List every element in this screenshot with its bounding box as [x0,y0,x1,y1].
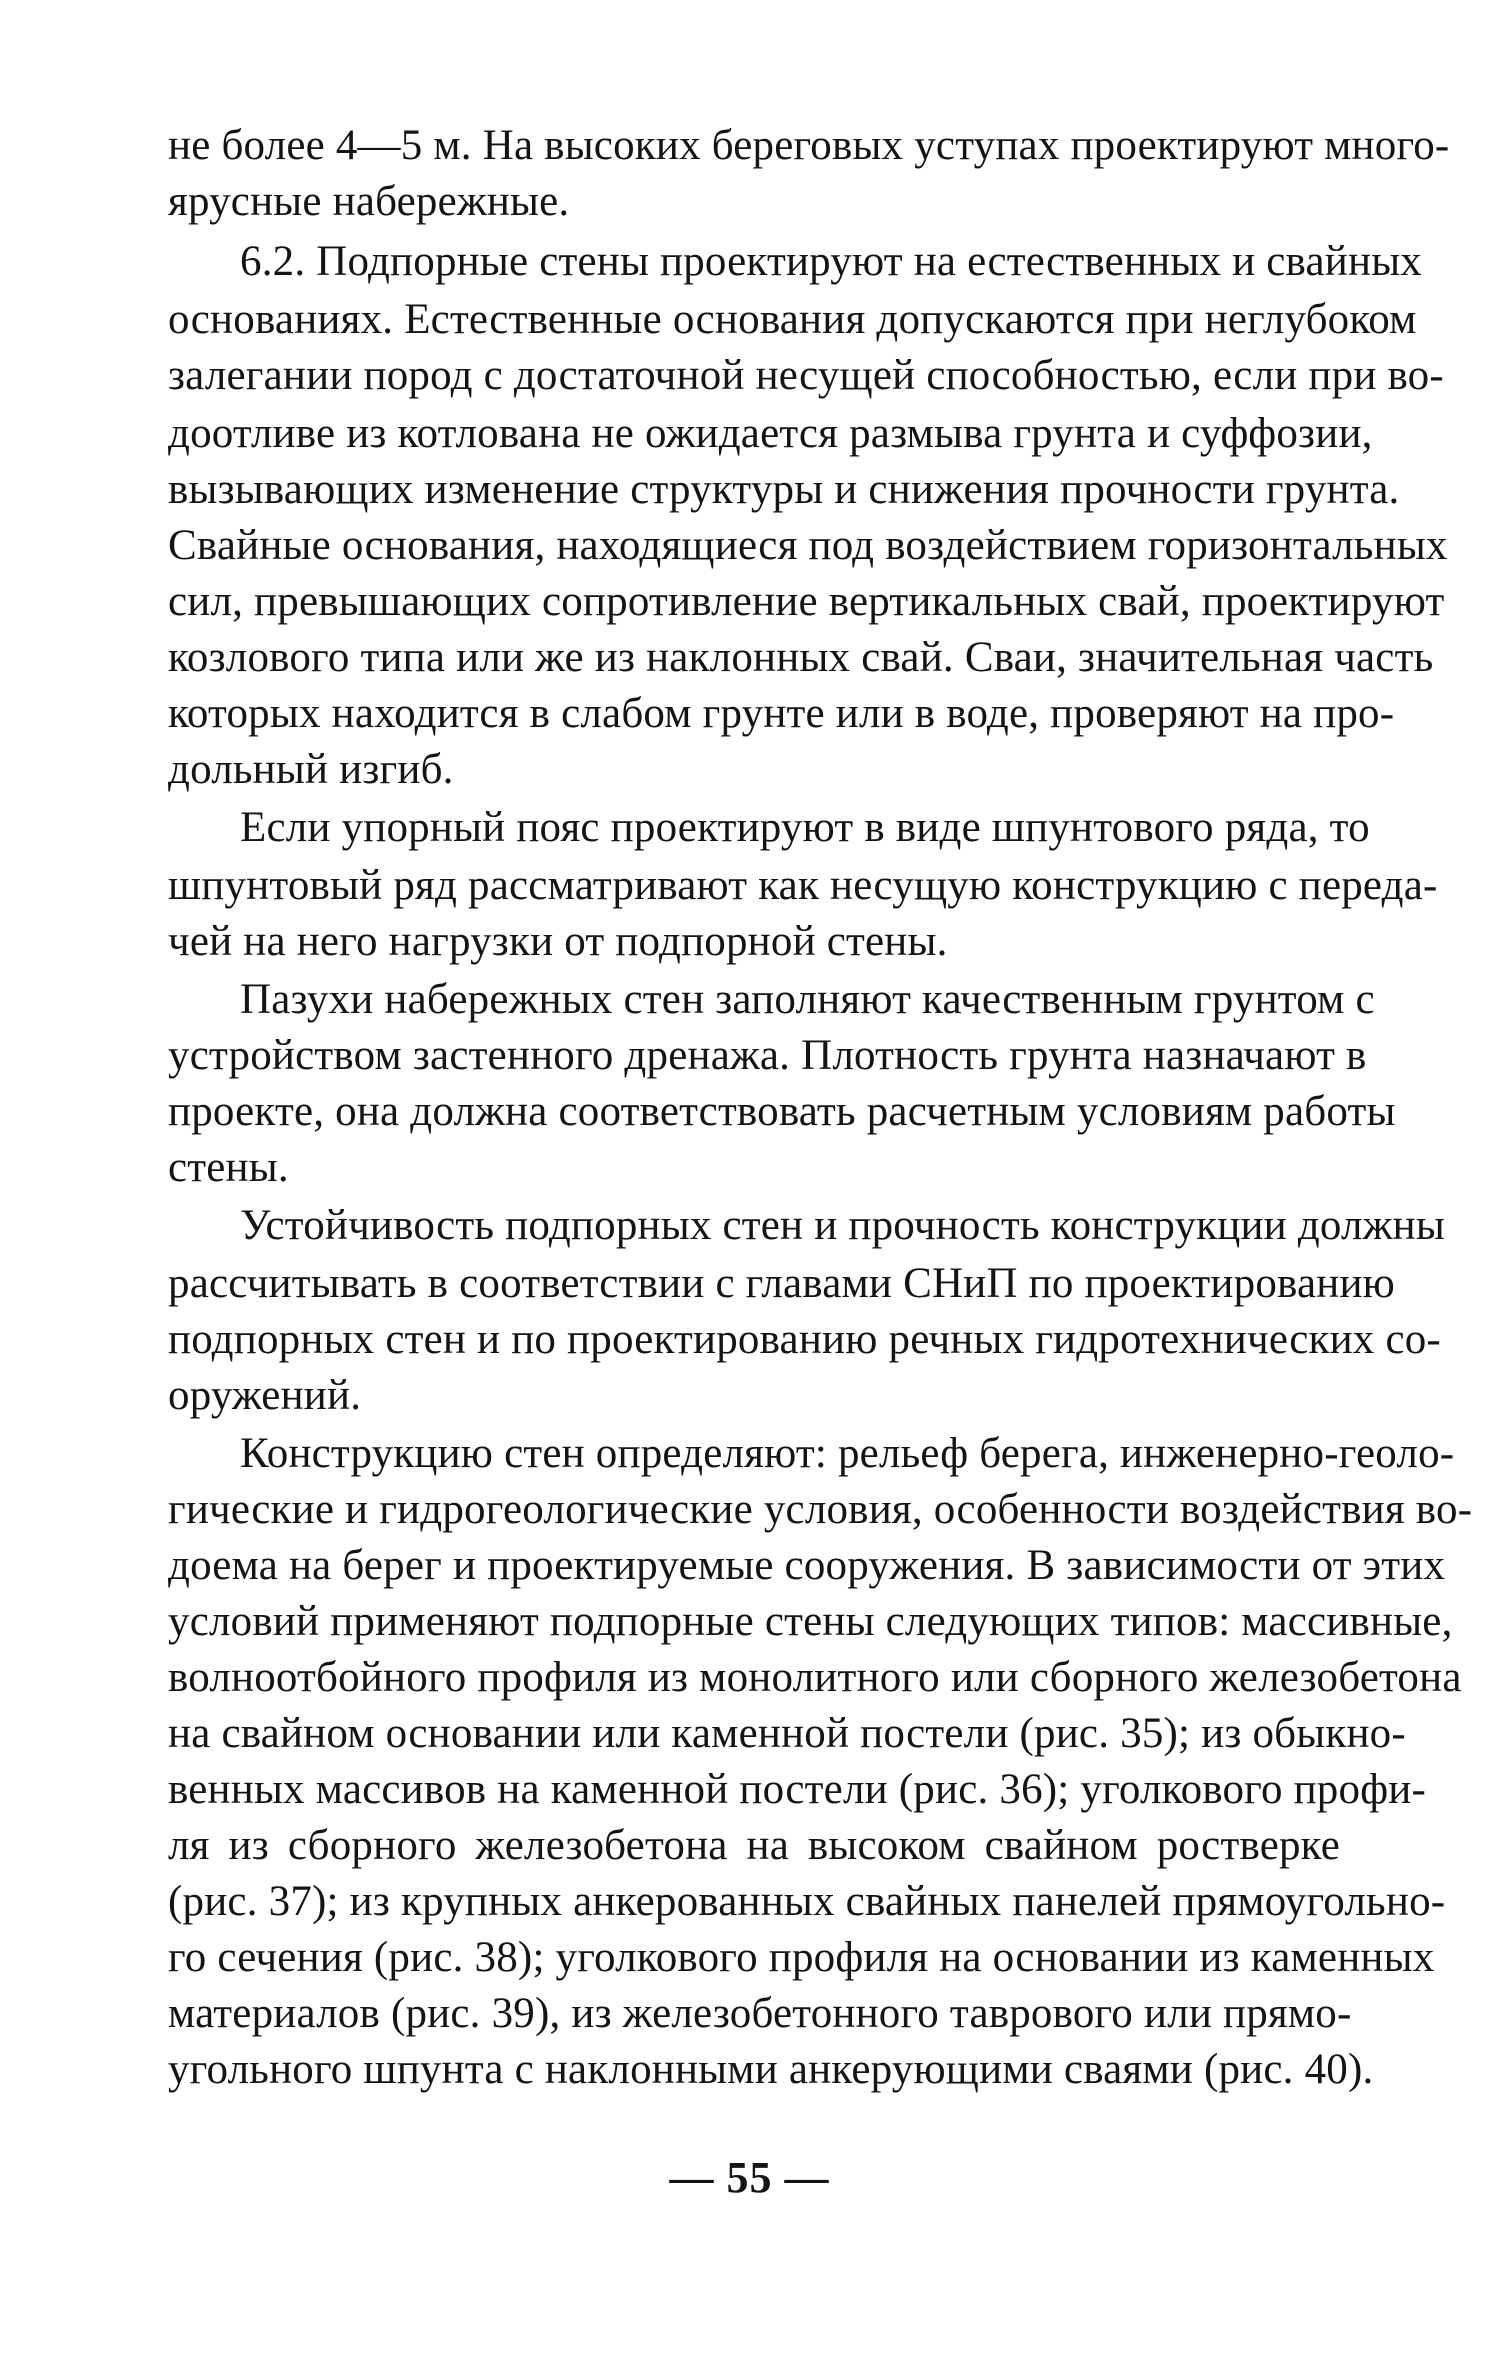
section-6-2-line-2: основаниях. Естественные основания допускаются при неглубоком [168,296,1417,343]
section-6-2-line-1: 6.2. Подпорные стены проектируют на естественных и свайных [240,238,1422,285]
paragraph-design-line-3: доема на берег и проектируемые сооружения. В зависимости от этих [168,1542,1446,1589]
paragraph-pazuhi-line-4: стены. [168,1144,289,1191]
section-6-2-line-4: доотливе из котлована не ожидается размыва грунта и суффозии, [168,410,1373,457]
paragraph-design-line-7: венных массивов на каменной постели (рис. 36); уголкового профи- [168,1766,1426,1813]
paragraph-design-line-2: гические и гидрогеологические условия, особенности воздействия во- [168,1486,1473,1533]
section-6-2-line-9: которых находится в слабом грунте или в воде, проверяют на про- [168,690,1395,737]
section-6-2-line-7: сил, превышающих сопротивление вертикальных свай, проектируют [168,578,1445,625]
paragraph-design-line-8: ля из сборного железобетона на высоком свайном ростверке [168,1822,1340,1869]
paragraph-design-line-9: (рис. 37); из крупных анкерованных свайных панелей прямоугольно- [168,1878,1446,1925]
page-number: — 55 — [669,2153,830,2202]
paragraph-design-line-1: Конструкцию стен определяют: рельеф берега, инженерно-геоло- [240,1430,1455,1477]
paragraph-design-line-5: волноотбойного профиля из монолитного или сборного железобетона [168,1654,1462,1701]
section-6-2-line-5: вызывающих изменение структуры и снижения прочности грунта. [168,466,1400,513]
section-6-2-line-3: залегании пород с достаточной несущей способностью, если при во- [168,352,1444,399]
section-6-2-line-10: дольный изгиб. [168,746,454,793]
section-6-2-line-8: козлового типа или же из наклонных свай. Сваи, значительная часть [168,634,1434,681]
paragraph-stability-line-2: рассчитывать в соответствии с главами СНиП по проектированию [168,1260,1396,1307]
paragraph-pazuhi-line-1: Пазухи набережных стен заполняют качественным грунтом с [240,976,1375,1023]
paragraph-design-line-6: на свайном основании или каменной постели (рис. 35); из обыкно- [168,1710,1406,1757]
paragraph-stability-line-3: подпорных стен и по проектированию речных гидротехнических со- [168,1316,1441,1363]
text-line-1: не более 4—5 м. На высоких береговых уступах проектируют много- [168,122,1450,169]
paragraph-design-line-10: го сечения (рис. 38); уголкового профиля на основании из каменных [168,1934,1435,1981]
paragraph-pazuhi-line-2: устройством застенного дренажа. Плотность грунта назначают в [168,1032,1367,1079]
paragraph-spunt-line-1: Если упорный пояс проектируют в виде шпунтового ряда, то [240,804,1370,851]
paragraph-spunt-line-3: чей на него нагрузки от подпорной стены. [168,918,948,965]
section-6-2-line-6: Свайные основания, находящиеся под воздействием горизонтальных [168,522,1448,569]
paragraph-stability-line-1: Устойчивость подпорных стен и прочность конструкции должны [240,1202,1445,1249]
paragraph-spunt-line-2: шпунтовый ряд рассматривают как несущую конструкцию с переда- [168,862,1438,909]
paragraph-design-line-12: угольного шпунта с наклонными анкерующими сваями (рис. 40). [168,2046,1374,2093]
paragraph-design-line-11: материалов (рис. 39), из железобетонного таврового или прямо- [168,1990,1352,2037]
text-line-2: ярусные набережные. [168,178,570,225]
paragraph-design-line-4: условий применяют подпорные стены следующих типов: массивные, [168,1598,1453,1645]
paragraph-stability-line-4: оружений. [168,1372,362,1419]
paragraph-pazuhi-line-3: проекте, она должна соответствовать расчетным условиям работы [168,1088,1396,1135]
